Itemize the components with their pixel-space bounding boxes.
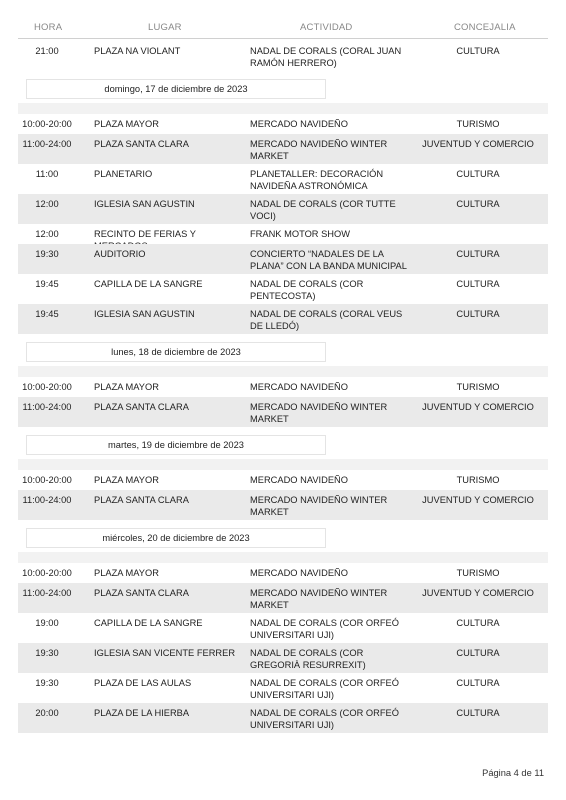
cell-concejalia: CULTURA	[456, 618, 500, 628]
cell-actividad: MERCADO NAVIDEÑO WINTER MARKET	[250, 588, 388, 610]
cell-actividad: NADAL DE CORALS (COR ORFEÓ UNIVERSITARI UJI)	[250, 708, 399, 730]
cell-lugar: PLAZA MAYOR	[94, 382, 159, 392]
cell-actividad: MERCADO NAVIDEÑO WINTER MARKET	[250, 402, 388, 424]
cell-lugar: PLAZA SANTA CLARA	[94, 402, 189, 412]
cell-concejalia: TURISMO	[456, 568, 500, 578]
cell-hora: 20:00	[35, 708, 59, 718]
table-row	[18, 397, 548, 427]
day-heading	[18, 71, 548, 114]
day-separator	[18, 459, 548, 470]
cell-lugar: PLAZA DE LAS AULAS	[94, 678, 192, 688]
cell-lugar: PLAZA SANTA CLARA	[94, 495, 189, 505]
cell-hora: 21:00	[35, 46, 59, 56]
table-row	[18, 490, 548, 520]
cell-lugar: CAPILLA DE LA SANGRE	[94, 618, 203, 628]
cell-lugar: PLANETARIO	[94, 169, 153, 179]
cell-concejalia: CULTURA	[456, 46, 500, 56]
cell-hora: 10:00-20:00	[22, 475, 72, 485]
cell-hora: 19:30	[35, 678, 59, 688]
cell-actividad: MERCADO NAVIDEÑO	[250, 119, 348, 129]
day-separator	[18, 103, 548, 114]
cell-concejalia: CULTURA	[456, 279, 500, 289]
table-row	[18, 613, 548, 643]
day-heading	[18, 334, 548, 377]
table-row	[18, 164, 548, 194]
cell-actividad: NADAL DE CORALS (COR GREGORIÀ RESURREXIT)	[250, 648, 366, 670]
table-row	[18, 643, 548, 673]
cell-concejalia: JUVENTUD Y COMERCIO	[422, 495, 534, 505]
schedule-table	[18, 41, 548, 733]
cell-concejalia: JUVENTUD Y COMERCIO	[422, 402, 534, 412]
table-row	[18, 470, 548, 490]
table-header	[18, 14, 548, 39]
cell-hora: 19:45	[35, 309, 59, 319]
cell-lugar: IGLESIA SAN AGUSTIN	[94, 199, 195, 209]
cell-concejalia: CULTURA	[456, 309, 500, 319]
cell-hora: 10:00-20:00	[22, 568, 72, 578]
cell-actividad: NADAL DE CORALS (CORAL VEUS DE LLEDÓ)	[250, 309, 403, 331]
table-row	[18, 274, 548, 304]
table-row	[18, 41, 548, 71]
header-concejalia: CONCEJALIA	[454, 22, 516, 33]
table-row	[18, 583, 548, 613]
cell-lugar: IGLESIA SAN VICENTE FERRER	[94, 648, 236, 658]
cell-actividad: NADAL DE CORALS (COR TUTTE VOCI)	[250, 199, 396, 221]
cell-actividad: MERCADO NAVIDEÑO	[250, 568, 348, 578]
cell-hora: 10:00-20:00	[22, 119, 72, 129]
cell-lugar: PLAZA NA VIOLANT	[94, 46, 181, 56]
cell-actividad: MERCADO NAVIDEÑO WINTER MARKET	[250, 139, 388, 161]
cell-hora: 19:30	[35, 648, 59, 658]
day-date-label: domingo, 17 de diciembre de 2023	[26, 79, 326, 99]
cell-concejalia: CULTURA	[456, 648, 500, 658]
cell-lugar: PLAZA SANTA CLARA	[94, 588, 189, 598]
table-row	[18, 244, 548, 274]
cell-actividad: NADAL DE CORALS (COR PENTECOSTA)	[250, 279, 364, 301]
cell-actividad: NADAL DE CORALS (COR ORFEÓ UNIVERSITARI UJI)	[250, 678, 399, 700]
day-separator	[18, 366, 548, 377]
cell-hora: 12:00	[35, 229, 59, 239]
cell-lugar: PLAZA MAYOR	[94, 475, 159, 485]
table-row	[18, 703, 548, 733]
day-date-label: lunes, 18 de diciembre de 2023	[26, 342, 326, 362]
cell-concejalia: CULTURA	[456, 708, 500, 718]
day-heading	[18, 427, 548, 470]
day-heading	[18, 520, 548, 563]
cell-hora: 11:00-24:00	[22, 402, 72, 412]
cell-lugar: PLAZA MAYOR	[94, 568, 159, 578]
cell-actividad: CONCIERTO “NADALES DE LA PLANA” CON LA BANDA MUNICIPAL	[250, 249, 407, 271]
table-row	[18, 563, 548, 583]
cell-concejalia: CULTURA	[456, 678, 500, 688]
table-row	[18, 224, 548, 244]
cell-actividad: MERCADO NAVIDEÑO	[250, 475, 348, 485]
cell-concejalia: CULTURA	[456, 199, 500, 209]
cell-hora: 19:45	[35, 279, 59, 289]
cell-actividad: MERCADO NAVIDEÑO WINTER MARKET	[250, 495, 388, 517]
cell-lugar: PLAZA SANTA CLARA	[94, 139, 189, 149]
cell-actividad: NADAL DE CORALS (CORAL JUAN RAMÓN HERRERO)	[250, 46, 402, 68]
cell-hora: 11:00	[35, 169, 59, 179]
cell-actividad: FRANK MOTOR SHOW	[250, 229, 351, 239]
table-row	[18, 673, 548, 703]
cell-lugar: IGLESIA SAN AGUSTIN	[94, 309, 195, 319]
page-number: Página 4 de 11	[482, 768, 544, 778]
header-hora: HORA	[34, 22, 63, 33]
cell-hora: 11:00-24:00	[22, 588, 72, 598]
cell-lugar: PLAZA MAYOR	[94, 119, 159, 129]
day-separator	[18, 552, 548, 563]
cell-concejalia: CULTURA	[456, 249, 500, 259]
table-row	[18, 114, 548, 134]
cell-concejalia: TURISMO	[456, 119, 500, 129]
table-row	[18, 134, 548, 164]
cell-lugar: AUDITORIO	[94, 249, 146, 259]
cell-hora: 19:00	[35, 618, 59, 628]
header-actividad: ACTIVIDAD	[300, 22, 353, 33]
table-row	[18, 194, 548, 224]
cell-hora: 11:00-24:00	[22, 139, 72, 149]
cell-concejalia: TURISMO	[456, 475, 500, 485]
cell-actividad: PLANETALLER: DECORACIÓN NAVIDEÑA ASTRONÓMICA	[250, 169, 384, 191]
cell-hora: 19:30	[35, 249, 59, 259]
table-row	[18, 377, 548, 397]
cell-hora: 12:00	[35, 199, 59, 209]
cell-lugar: CAPILLA DE LA SANGRE	[94, 279, 203, 289]
cell-lugar: RECINTO DE FERIAS Y	[94, 229, 196, 239]
day-date-label: miércoles, 20 de diciembre de 2023	[26, 528, 326, 548]
cell-concejalia: JUVENTUD Y COMERCIO	[422, 139, 534, 149]
cell-concejalia: TURISMO	[456, 382, 500, 392]
day-date-label: martes, 19 de diciembre de 2023	[26, 435, 326, 455]
cell-concejalia: JUVENTUD Y COMERCIO	[422, 588, 534, 598]
cell-lugar: PLAZA DE LA HIERBA	[94, 708, 190, 718]
cell-hora: 10:00-20:00	[22, 382, 72, 392]
header-lugar: LUGAR	[148, 22, 182, 33]
cell-actividad: MERCADO NAVIDEÑO	[250, 382, 348, 392]
cell-concejalia: CULTURA	[456, 169, 500, 179]
cell-actividad: NADAL DE CORALS (COR ORFEÓ UNIVERSITARI UJI)	[250, 618, 399, 640]
cell-hora: 11:00-24:00	[22, 495, 72, 505]
table-row	[18, 304, 548, 334]
